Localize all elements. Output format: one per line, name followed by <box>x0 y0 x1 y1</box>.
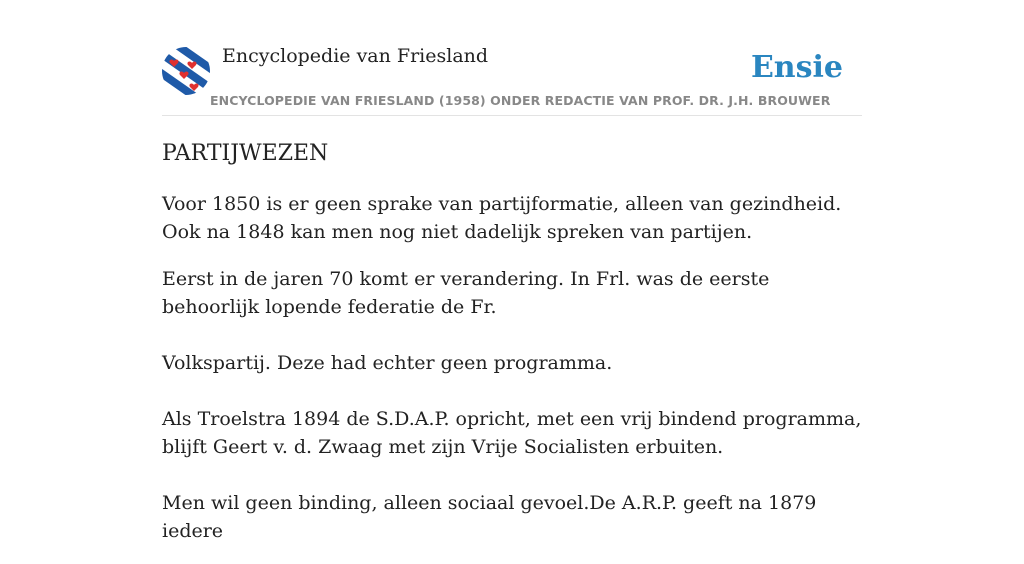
article-content <box>162 138 862 564</box>
article-paragraph: Voor 1850 is er geen sprake van partijformatie, alleen van gezindheid. Ook na 1848 kan men nog niet dadelijk spreken van partijen. <box>162 193 842 243</box>
article-title: PARTIJWEZEN <box>162 141 329 166</box>
site-title[interactable]: Encyclopedie van Friesland <box>222 45 489 67</box>
article-paragraph: Als Troelstra 1894 de S.D.A.P. opricht, met een vrij bindend programma, blijft Geert v. d. Zwaag met zijn Vrije Socialisten erbuiten. <box>162 408 862 458</box>
frisian-flag-icon[interactable] <box>162 47 210 95</box>
article-paragraph: Volkspartij. Deze had echter geen programma. <box>162 352 613 374</box>
article-paragraph: Eerst in de jaren 70 komt er verandering. In Frl. was de eerste behoorlijk lopende federatie de Fr. <box>162 268 770 318</box>
article-paragraph: Men wil geen binding, alleen sociaal gevoel.De A.R.P. geeft na 1879 iedere <box>162 492 817 542</box>
ensie-logo[interactable]: Ensie <box>750 50 843 85</box>
site-subtitle: ENCYCLOPEDIE VAN FRIESLAND (1958) ONDER REDACTIE VAN PROF. DR. J.H. BROUWER <box>210 93 831 108</box>
site-header <box>162 0 862 116</box>
